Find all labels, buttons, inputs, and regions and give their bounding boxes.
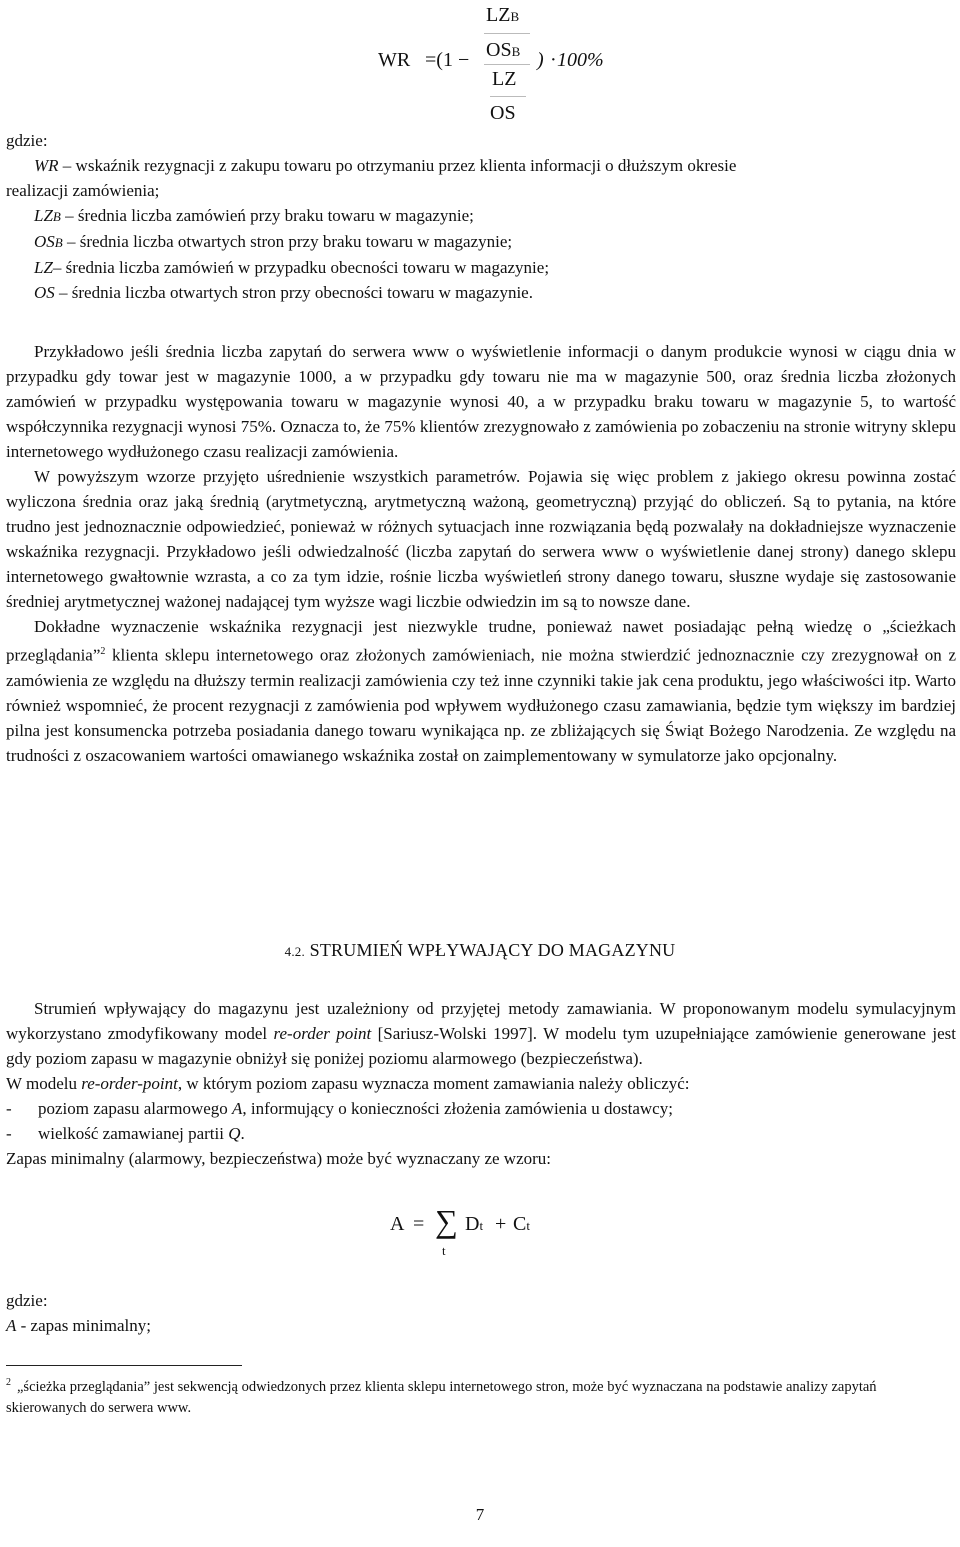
sum-subscript: t bbox=[442, 1243, 446, 1258]
definition-lz: LZ– średnia liczba zamówień w przypadku obecności towaru w magazynie; bbox=[34, 258, 550, 277]
where-label: gdzie: bbox=[6, 1291, 48, 1310]
section-body bbox=[6, 996, 956, 1171]
formula-lhs: WR bbox=[378, 49, 411, 71]
formula-eq: = bbox=[413, 1213, 425, 1235]
paragraph-example: Przykładowo jeśli średnia liczba zapytań do serwera www o wyświetlenie informacji o danym produkcie wynosi w ciągu dnia w przypadku gdy towar jest w magazynie 1000, a w przypadku gdy towaru nie ma w magazynie 500, oraz średnia liczba złożonych zamówień w przypadku występowania towaru w magazynie wynosi 40, a w przypadku braku towaru w magazynie 5, to wartość współczynnika rezygnacji wynosi 75%. Oznacza to, że 75% klientów zrezygnowało z zamówienia po zobaczeniu na stronie witryny sklepu internetowego wydłużonego czasu realizacji zamówienia. bbox=[6, 342, 956, 461]
footnote-reference: 2 bbox=[100, 646, 106, 657]
fraction-line bbox=[484, 33, 530, 34]
list-item: - poziom zapasu alarmowego A, informujący o konieczności złożenia zamówienia u dostawcy; bbox=[6, 1099, 673, 1118]
section-heading: 4.2. STRUMIEŃ WPŁYWAJĄCY DO MAGAZYNU bbox=[284, 940, 676, 960]
formula-plus: + bbox=[495, 1213, 507, 1235]
definition-wr-cont: realizacji zamówienia; bbox=[6, 181, 160, 200]
page-number: 7 bbox=[475, 1505, 485, 1524]
formula-close: ) bbox=[537, 49, 544, 71]
formula-safety-stock bbox=[385, 1203, 585, 1263]
formula-den-den: OS bbox=[490, 102, 516, 124]
formula-den: LZ bbox=[492, 68, 517, 90]
fraction-line bbox=[484, 64, 530, 65]
paragraph-averaging: W powyższym wzorze przyjęto uśrednienie wszystkich parametrów. Pojawia się więc problem z jakiego okresu powinna zostać wyliczona średnia oraz jaką średnią (arytmetyczną, arytmetyczną ważoną, geometryczną) przyjąć do obliczeń. Są to pytania, na które trudno jest jednoznacznie odpowiedzieć, ponieważ w różnych sytuacjach inne rozwiązania będą pozwalały na dokładniejsze wyznaczenie wskaźnika rezygnacji. Przykładowo jeśli odwiedzalność (liczba zapytań do serwera www o wyświetlenie danej strony) danego sklepu internetowego gwałtownie wzrasta, a co za tym idzie, rośnie liczba wyświetleń strony danego towaru, słuszne wydaje się zastosowanie średniej arytmetycznej ważonej nadającej tym wyższe wagi liczbie odwiedzin im są to nowsze dane. bbox=[6, 467, 956, 611]
formula-percent: 100% bbox=[557, 49, 604, 71]
formula-a: A bbox=[390, 1213, 405, 1235]
formula-c: Ct bbox=[513, 1213, 530, 1235]
definition-a: A - zapas minimalny; bbox=[6, 1316, 151, 1335]
paragraph-inflow: Strumień wpływający do magazynu jest uzależniony od przyjętej metody zamawiania. W proponowanym modelu symulacyjnym wykorzystano zmodyfikowany model re-order point [Sariusz-Wolski 1997]. W modelu tym uzupełniające zamówienie generowane jest gdy poziom zapasu w magazynie obniżył się poniżej poziomu alarmowego (bezpieczeństwa). bbox=[6, 999, 956, 1068]
formula-mid: OSB bbox=[486, 39, 521, 61]
definition-osb: OSB – średnia liczba otwartych stron przy braku towaru w magazynie; bbox=[34, 232, 513, 251]
formula-numerator: LZB bbox=[486, 4, 520, 26]
definition-wr: WR – wskaźnik rezygnacji z zakupu towaru po otrzymaniu przez klienta informacji o dłuższym okresie bbox=[34, 156, 737, 175]
sum-symbol: ∑ bbox=[435, 1203, 458, 1239]
paragraph-model: W modelu re-order-point, w którym poziom zapasu wyznacza moment zamawiania należy obliczyć: bbox=[6, 1074, 690, 1093]
fraction-line bbox=[490, 96, 526, 97]
paragraph-difficulty: Dokładne wyznaczenie wskaźnika rezygnacji jest niezwykle trudne, ponieważ nawet posiadając pełną wiedzę o „ścieżkach przeglądania”$^2$ klienta sklepu internetowego oraz złożonych zamówieniach, nie można stwierdzić jednoznacznie czy zrezygnował on z zamówienia ze względu na dłuższy termin realizacji zamówienia czy też inne czynniki takie jak cena produktu, jego właściwości itp. Warto również wspomnieć, że procent rezygnacji z zamówienia pod wpływem wydłużonego czasu zamawiania, będzie tym większy im bardziej pilna jest konsumencka potrzeba posiadania danego towaru wynikająca np. ze zbliżających się Świąt Bożego Narodzenia. Ze względu na trudności z oszacowaniem wartości omawianego wskaźnika został on zaimplementowany w symulatorze jako opcjonalny. bbox=[6, 617, 956, 765]
paragraph-formula-intro: Zapas minimalny (alarmowy, bezpieczeństwa) może być wyznaczany ze wzoru: bbox=[6, 1149, 552, 1168]
formula-d: Dt bbox=[465, 1213, 484, 1235]
formula-open: =(1 − bbox=[425, 49, 470, 71]
where-label: gdzie: bbox=[6, 131, 48, 150]
definitions-block bbox=[6, 128, 956, 305]
definition-lzb: LZB – średnia liczba zamówień przy braku towaru w magazynie; bbox=[34, 206, 474, 225]
formula-times: · bbox=[550, 49, 557, 71]
list-item: - wielkość zamawianej partii Q. bbox=[6, 1124, 245, 1143]
footnote: $^2$ „ścieżka przeglądania” jest sekwencją odwiedzonych przez klienta sklepu internetowego stron, może być wyznaczana na podstawie analizy zapytań skierowanych do serwera www. bbox=[6, 1377, 877, 1416]
definition-os: OS – średnia liczba otwartych stron przy obecności towaru w magazynie. bbox=[34, 283, 533, 302]
body-text bbox=[6, 339, 956, 768]
formula-wr bbox=[0, 0, 960, 130]
definitions-2 bbox=[6, 1288, 956, 1338]
footnote-separator bbox=[6, 1365, 242, 1366]
